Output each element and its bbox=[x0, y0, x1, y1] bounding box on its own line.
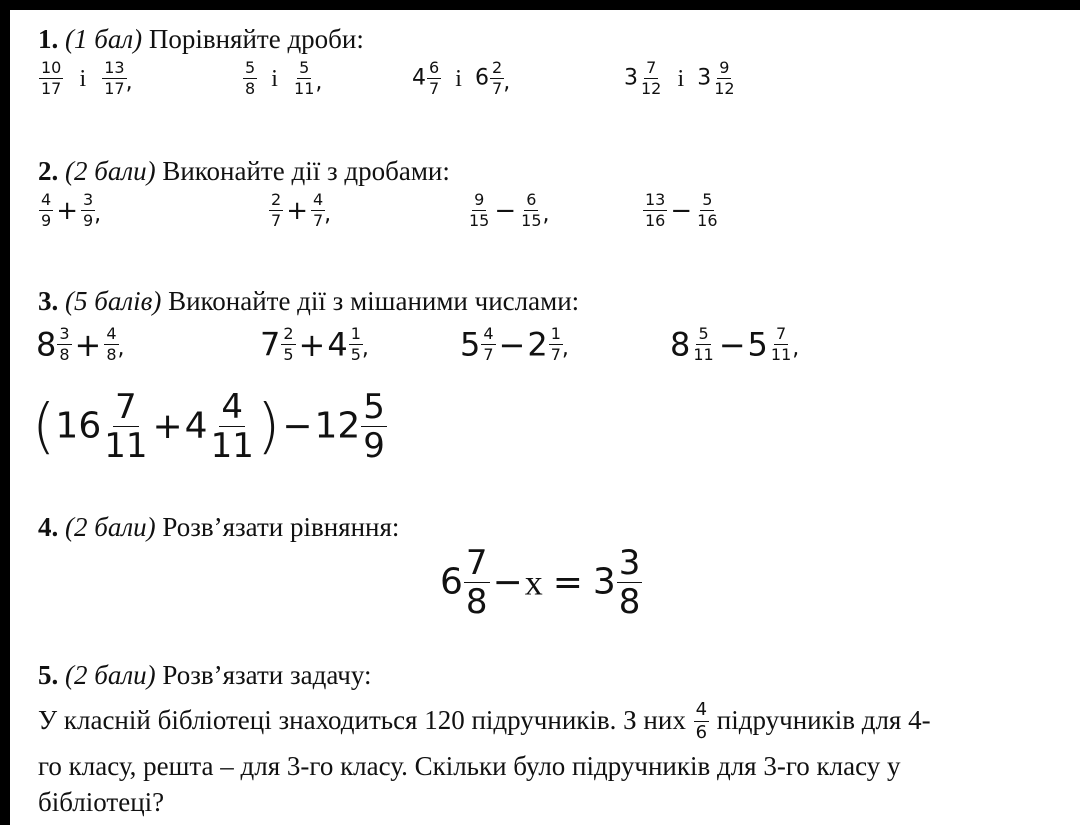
fraction: $\frac{5}{16}$ bbox=[697, 190, 718, 230]
q5-text-a: У класній бібліотеці знаходиться 120 підручників. З них bbox=[38, 705, 686, 735]
q3-number: 3. bbox=[38, 286, 59, 316]
q2-points: (2 бали) bbox=[65, 156, 156, 186]
fraction: $\frac{4}{9}$ bbox=[41, 190, 52, 230]
q3-expression: (16 $\frac{7}{11}$ +4 $\frac{4}{11}$ )−12 $\frac{5}{9}$ bbox=[32, 387, 385, 466]
fraction: $\frac{10}{17}$ bbox=[41, 58, 62, 98]
fraction: $\frac{4}{7}$ bbox=[312, 190, 324, 230]
fraction: $\frac{9}{12}$ bbox=[714, 58, 735, 98]
q3-points: (5 балів) bbox=[65, 286, 162, 316]
q5-header bbox=[38, 660, 371, 690]
q3-header bbox=[38, 286, 579, 316]
q5-problem-line-1 bbox=[38, 700, 931, 742]
fraction: $\frac{5}{11}$ bbox=[294, 58, 315, 98]
q4-header bbox=[38, 512, 399, 542]
worksheet-page bbox=[8, 10, 1080, 825]
q2-item-1: $\frac{4}{9}$ + $\frac{3}{9}$ , bbox=[41, 190, 102, 230]
q2-item-2: $\frac{2}{7}$ + $\frac{4}{7}$ , bbox=[271, 190, 332, 230]
fraction: $\frac{2}{5}$ bbox=[283, 324, 294, 364]
q1-sep: і bbox=[271, 65, 278, 92]
fraction: $\frac{4}{8}$ bbox=[106, 324, 117, 364]
q3-item-4: 8 $\frac{5}{11}$ −5 $\frac{7}{11}$ , bbox=[670, 324, 800, 364]
fraction: $\frac{9}{15}$ bbox=[469, 190, 490, 230]
fraction: $\frac{1}{5}$ bbox=[350, 324, 361, 364]
fraction: $\frac{5}{11}$ bbox=[693, 324, 714, 364]
q3-item-2: 7 $\frac{2}{5}$ +4 $\frac{1}{5}$ , bbox=[260, 324, 369, 364]
q1-sep: і bbox=[455, 65, 462, 92]
q2-item-3: $\frac{9}{15}$ − $\frac{6}{15}$ , bbox=[469, 190, 550, 230]
q1-title: Порівняйте дроби: bbox=[148, 24, 364, 54]
q1-item-2: $\frac{5}{8}$ і $\frac{5}{11}$ , bbox=[245, 58, 323, 98]
q1-header bbox=[38, 24, 364, 54]
fraction: $\frac{13}{17}$ bbox=[104, 58, 125, 98]
q2-header bbox=[38, 156, 450, 186]
q1-item-4: 3 $\frac{7}{12}$ і 3 $\frac{9}{12}$ bbox=[624, 58, 735, 98]
q5-title: Розв’язати задачу: bbox=[162, 660, 372, 690]
q4-title: Розв’язати рівняння: bbox=[162, 512, 400, 542]
right-paren: ) bbox=[256, 391, 281, 462]
q1-points: (1 бал) bbox=[65, 24, 143, 54]
q3-title: Виконайте дії з мішаними числами: bbox=[168, 286, 580, 316]
fraction: $\frac{4}{6}$ bbox=[695, 699, 708, 743]
q4-points: (2 бали) bbox=[65, 512, 156, 542]
fraction: $\frac{5}{8}$ bbox=[245, 58, 256, 98]
fraction: $\frac{3}{8}$ bbox=[618, 543, 641, 622]
q1-sep: і bbox=[677, 65, 685, 92]
left-paren: ( bbox=[32, 391, 56, 462]
q1-number: 1. bbox=[38, 24, 59, 54]
q5-problem-line-2: го класу, решта – для 3-го класу. Скільки було підручників для 3-го класу у bbox=[38, 751, 901, 781]
fraction: $\frac{4}{11}$ bbox=[210, 387, 254, 466]
q4-number: 4. bbox=[38, 512, 59, 542]
q1-item-3: 4 $\frac{6}{7}$ і 6 $\frac{2}{7}$ , bbox=[412, 58, 511, 98]
q3-item-1: 8 $\frac{3}{8}$ + $\frac{4}{8}$ , bbox=[36, 324, 125, 364]
q1-item-1: $\frac{10}{17}$ і $\frac{13}{17}$ , bbox=[41, 58, 133, 98]
fraction: $\frac{1}{7}$ bbox=[550, 324, 561, 364]
q5-text-b: підручників для 4- bbox=[716, 705, 931, 735]
q4-equation: 6 $\frac{7}{8}$ −x = 3 $\frac{3}{8}$ bbox=[440, 543, 641, 622]
fraction: $\frac{7}{12}$ bbox=[641, 58, 662, 98]
fraction: $\frac{3}{8}$ bbox=[59, 324, 70, 364]
fraction: $\frac{6}{15}$ bbox=[521, 190, 542, 230]
fraction: $\frac{2}{7}$ bbox=[271, 190, 282, 230]
fraction: $\frac{7}{8}$ bbox=[465, 543, 488, 622]
fraction: $\frac{6}{7}$ bbox=[429, 58, 440, 98]
q5-number: 5. bbox=[38, 660, 59, 690]
q5-problem-line-3: бібліотеці? bbox=[38, 787, 165, 817]
q2-item-4: $\frac{13}{16}$ − $\frac{5}{16}$ bbox=[645, 190, 718, 230]
q5-points: (2 бали) bbox=[65, 660, 156, 690]
fraction: $\frac{3}{9}$ bbox=[82, 190, 94, 230]
fraction: $\frac{2}{7}$ bbox=[492, 58, 503, 98]
fraction: $\frac{5}{9}$ bbox=[363, 387, 385, 466]
q3-item-3: 5 $\frac{4}{7}$ −2 $\frac{1}{7}$ , bbox=[460, 324, 569, 364]
fraction: $\frac{7}{11}$ bbox=[104, 387, 148, 466]
fraction: $\frac{13}{16}$ bbox=[645, 190, 666, 230]
q2-number: 2. bbox=[38, 156, 59, 186]
fraction: $\frac{4}{7}$ bbox=[483, 324, 494, 364]
q2-title: Виконайте дії з дробами: bbox=[162, 156, 450, 186]
q1-sep: і bbox=[79, 65, 87, 92]
fraction: $\frac{7}{11}$ bbox=[770, 324, 792, 364]
